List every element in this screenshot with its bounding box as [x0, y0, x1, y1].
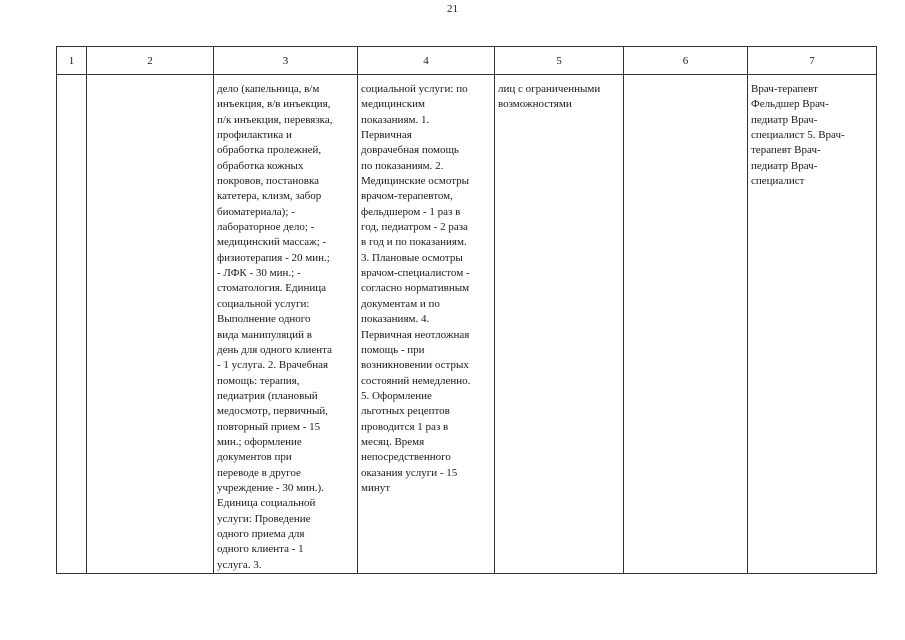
cell-text-line: Первичная [361, 129, 412, 142]
cell-text-line: врачом-специалистом - [361, 267, 470, 280]
cell-text-line: обработка кожных [217, 159, 304, 172]
cell-text-line: проводится 1 раз в [361, 420, 449, 433]
cell-text-line: возможностями [498, 98, 572, 111]
cell-text-line: Выполнение одного [217, 313, 311, 326]
cell-text-line: катетера, клизм, забор [217, 190, 322, 203]
page-number: 21 [447, 3, 458, 15]
cell-text-line: согласно нормативным [361, 282, 470, 295]
cell-text-line: переводе в другое [217, 466, 301, 479]
cell-text-line: льготных рецептов [361, 405, 450, 418]
cell-text-line: показаниям. 4. [361, 313, 430, 326]
cell-text-line: профилактика и [217, 129, 292, 142]
cell-text-line: медицинским [361, 98, 425, 111]
column-header-3: 3 [214, 47, 358, 75]
cell-text-line: показаниям. 1. [361, 113, 430, 126]
cell-text-line: медосмотр, первичный, [217, 405, 329, 418]
cell-text-line: Врач-терапевт [751, 83, 818, 95]
cell-text-line: мин.; оформление [217, 435, 302, 448]
cell-text-line: Фельдшер Врач- [751, 98, 829, 111]
cell-text-line: услуга. 3. [217, 558, 262, 571]
cell-text-line: - 1 услуга. 2. Врачебная [217, 359, 329, 372]
cell-col-3 [214, 75, 358, 574]
cell-text-line: возникновении острых [361, 359, 469, 372]
column-header-7: 7 [748, 47, 877, 75]
cell-text-line: день для одного клиента [217, 343, 332, 356]
column-header-6: 6 [624, 47, 748, 75]
cell-text-line: фельдшером - 1 раз в [361, 205, 461, 218]
cell-text-line: год, педиатром - 2 раза [361, 221, 468, 234]
cell-text-line: одного приема для [217, 527, 305, 540]
cell-text-line: покровов, постановка [217, 175, 320, 188]
cell-text-line: месяц. Время [361, 435, 425, 448]
cell-text-line: состояний немедленно. [361, 374, 471, 387]
cell-text-line: медицинский массаж; - [217, 236, 327, 249]
cell-col-1 [57, 75, 87, 574]
cell-col-4 [358, 75, 495, 574]
column-header-1: 1 [57, 47, 87, 75]
cell-text-line: Первичная неотложная [361, 328, 470, 341]
cell-text-line: документов при [217, 451, 292, 464]
cell-text-line: непосредственного [361, 451, 451, 464]
cell-text-line: - ЛФК - 30 мин.; - [217, 267, 301, 280]
cell-col-2 [87, 75, 214, 574]
cell-text-line: биоматериала); - [217, 205, 295, 218]
cell-text-line: минут [361, 481, 391, 494]
cell-text-line: педиатр Врач- [751, 159, 818, 172]
cell-col-5 [495, 75, 624, 574]
cell-text-line: помощь - при [361, 343, 425, 356]
cell-text-line: учреждение - 30 мин.). [217, 481, 324, 494]
cell-text-line: услуги: Проведение [217, 512, 311, 525]
cell-text-line: оказания услуги - 15 [361, 466, 458, 479]
cell-text-line: Медицинские осмотры [361, 175, 470, 188]
cell-text-line: п/к инъекция, перевязка, [217, 113, 333, 126]
cell-text-line: доврачебная помощь [361, 144, 459, 157]
cell-text-line: вида манипуляций в [217, 328, 312, 341]
cell-text-line: дело (капельница, в/м [217, 83, 320, 95]
cell-text-line: помощь: терапия, [217, 374, 300, 387]
header-row [57, 47, 877, 75]
column-header-5: 5 [495, 47, 624, 75]
cell-text-line: инъекция, в/в инъекция, [217, 98, 331, 111]
cell-text-line: документам и по [361, 297, 440, 310]
cell-text-line: педиатр Врач- [751, 113, 818, 126]
cell-text-line: специалист [751, 175, 805, 188]
cell-text-line: лиц с ограниченными [498, 83, 601, 95]
services-table [56, 46, 877, 574]
cell-text-line: врачом-терапевтом, [361, 190, 453, 203]
cell-text-line: педиатрия (плановый [217, 389, 318, 402]
cell-col-7 [748, 75, 877, 574]
cell-text-line: стоматология. Единица [217, 282, 327, 295]
cell-text-line: 5. Оформление [361, 389, 432, 402]
cell-text-line: обработка пролежней, [217, 144, 322, 157]
column-header-4: 4 [358, 47, 495, 75]
cell-text-line: лабораторное дело; - [217, 221, 315, 234]
cell-text-line: терапевт Врач- [751, 144, 821, 157]
cell-text-line: повторный прием - 15 [217, 420, 321, 433]
table-row [57, 75, 877, 574]
cell-text-line: в год и по показаниям. [361, 236, 467, 249]
column-header-2: 2 [87, 47, 214, 75]
cell-text-line: по показаниям. 2. [361, 159, 444, 172]
cell-col-6 [624, 75, 748, 574]
cell-text-line: социальной услуги: по [361, 83, 468, 95]
cell-text-line: социальной услуги: [217, 297, 310, 310]
cell-text-line: 3. Плановые осмотры [361, 251, 463, 264]
cell-text-line: физиотерапия - 20 мин.; [217, 251, 330, 264]
cell-text-line: одного клиента - 1 [217, 543, 304, 556]
cell-text-line: специалист 5. Врач- [751, 129, 845, 142]
cell-text-line: Единица социальной [217, 497, 316, 510]
